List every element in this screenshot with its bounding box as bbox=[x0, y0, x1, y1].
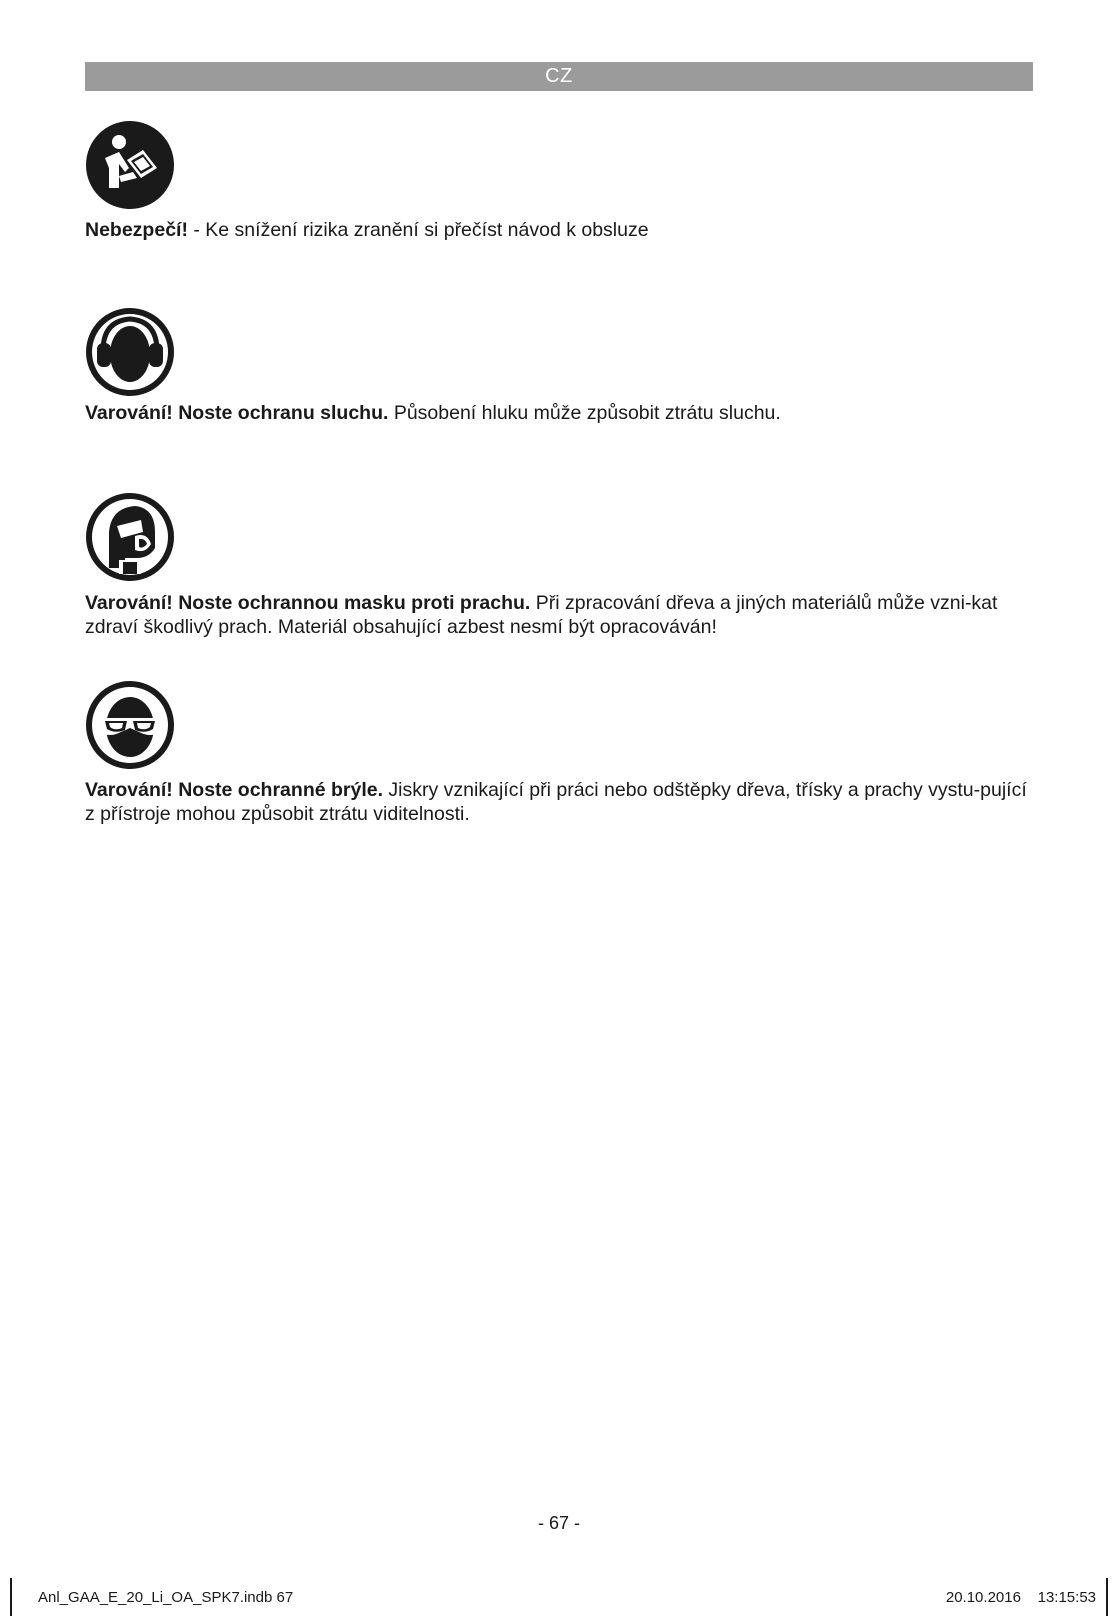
footer-time: 13:15:53 bbox=[1037, 1589, 1096, 1606]
footer-file-info: Anl_GAA_E_20_Li_OA_SPK7.indb 67 bbox=[38, 1589, 294, 1606]
crop-mark-left bbox=[10, 1578, 12, 1616]
warning-read-manual bbox=[85, 218, 1035, 242]
warning-hearing-protection bbox=[85, 401, 1035, 425]
warning-safety-goggles bbox=[85, 778, 1035, 826]
footer-timestamp bbox=[946, 1589, 1096, 1606]
dust-mask-icon bbox=[85, 492, 175, 582]
warning-text: Při zpracování dřeva a jiných materiálů může vzni-kat zdraví škodlivý prach. Materiál obsahující azbest nesmí být opracováván! bbox=[85, 592, 998, 638]
read-manual-icon bbox=[85, 120, 175, 210]
warning-title: Varování! Noste ochranu sluchu. bbox=[85, 402, 389, 424]
warning-title: Varování! Noste ochranné brýle. bbox=[85, 779, 384, 801]
warning-text: Působení hluku může způsobit ztrátu sluchu. bbox=[388, 402, 781, 424]
safety-goggles-icon bbox=[85, 680, 175, 770]
warning-text: - Ke snížení rizika zranění si přečíst návod k obsluze bbox=[187, 219, 649, 241]
warning-text: Jiskry vznikající při práci nebo odštěpky dřeva, třísky a prachy vystu-pující z přístroje mohou způsobit ztrátu viditelnosti. bbox=[85, 779, 1027, 825]
language-header-bar bbox=[85, 62, 1033, 91]
warning-dust-mask bbox=[85, 591, 1035, 639]
footer-date: 20.10.2016 bbox=[945, 1589, 1021, 1606]
warning-title: Nebezpečí! bbox=[85, 219, 188, 241]
warning-title: Varování! Noste ochrannou masku proti prachu. bbox=[85, 592, 531, 614]
hearing-protection-icon bbox=[85, 307, 175, 397]
crop-mark-right bbox=[1106, 1578, 1108, 1616]
language-code: CZ bbox=[545, 65, 573, 87]
page-number: - 67 - bbox=[537, 1513, 580, 1533]
